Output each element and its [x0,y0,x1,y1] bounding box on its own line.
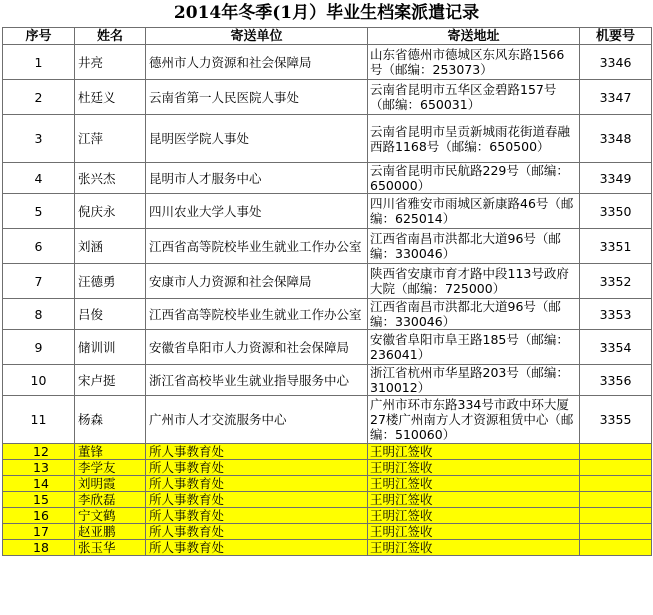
cell-address: 广州市环市东路334号市政中环大厦27楼广州南方人才资源租赁中心（邮编：510060） [368,396,580,444]
cell-unit: 所人事教育处 [146,460,368,476]
cell-no: 5 [3,194,75,229]
cell-address: 四川省雅安市雨城区新康路46号（邮编：625014） [368,194,580,229]
cell-address: 王明江签收 [368,460,580,476]
cell-address: 云南省昆明市呈贡新城雨花街道春融西路1168号（邮编：650500） [368,115,580,163]
cell-no: 17 [3,524,75,540]
cell-unit: 四川农业大学人事处 [146,194,368,229]
cell-name: 倪庆永 [75,194,146,229]
cell-unit: 昆明市人才服务中心 [146,163,368,194]
cell-unit: 安康市人力资源和社会保障局 [146,264,368,299]
sheet-title: 2014年冬季(1月）毕业生档案派遣记录 [173,3,480,23]
cell-no: 12 [3,444,75,460]
cell-no: 16 [3,508,75,524]
cell-name: 江萍 [75,115,146,163]
cell-no: 4 [3,163,75,194]
cell-no: 1 [3,45,75,80]
cell-code: 3348 [580,115,652,163]
cell-address: 王明江签收 [368,444,580,460]
cell-unit: 所人事教育处 [146,444,368,460]
cell-code: 3352 [580,264,652,299]
cell-no: 10 [3,365,75,396]
cell-no: 9 [3,330,75,365]
col-header-address: 寄送地址 [368,28,580,45]
cell-unit: 所人事教育处 [146,476,368,492]
cell-code [580,540,652,556]
cell-code: 3346 [580,45,652,80]
cell-address: 王明江签收 [368,540,580,556]
table-row [3,115,652,163]
cell-unit: 广州市人才交流服务中心 [146,396,368,444]
cell-code [580,524,652,540]
table-row [3,194,652,229]
cell-unit: 德州市人力资源和社会保障局 [146,45,368,80]
cell-code: 3354 [580,330,652,365]
col-header-name: 姓名 [75,28,146,45]
cell-code: 3353 [580,299,652,330]
cell-name: 李欣磊 [75,492,146,508]
cell-no: 14 [3,476,75,492]
cell-unit: 浙江省高校毕业生就业指导服务中心 [146,365,368,396]
table-row [3,80,652,115]
cell-name: 杜廷义 [75,80,146,115]
table-row [3,163,652,194]
cell-code [580,476,652,492]
cell-code [580,460,652,476]
table-row [3,444,652,460]
table-row [3,524,652,540]
cell-code: 3350 [580,194,652,229]
cell-unit: 所人事教育处 [146,524,368,540]
cell-address: 江西省南昌市洪都北大道96号（邮编：330046） [368,229,580,264]
cell-no: 3 [3,115,75,163]
cell-code: 3355 [580,396,652,444]
table-row [3,540,652,556]
cell-name: 张玉华 [75,540,146,556]
table-row [3,396,652,444]
table-row [3,264,652,299]
cell-code: 3349 [580,163,652,194]
cell-name: 李学友 [75,460,146,476]
cell-no: 6 [3,229,75,264]
cell-unit: 昆明医学院人事处 [146,115,368,163]
table-row [3,492,652,508]
cell-name: 吕俊 [75,299,146,330]
col-header-no: 序号 [3,28,75,45]
cell-address: 王明江签收 [368,476,580,492]
cell-unit: 云南省第一人民医院人事处 [146,80,368,115]
table-row [3,229,652,264]
col-header-code: 机要号 [580,28,652,45]
cell-code [580,492,652,508]
cell-no: 13 [3,460,75,476]
cell-address: 陕西省安康市育才路中段113号政府大院（邮编：725000） [368,264,580,299]
cell-name: 董锋 [75,444,146,460]
cell-name: 杨森 [75,396,146,444]
cell-unit: 所人事教育处 [146,540,368,556]
header-row [3,28,652,45]
cell-address: 王明江签收 [368,508,580,524]
cell-no: 11 [3,396,75,444]
cell-code: 3356 [580,365,652,396]
cell-unit: 安徽省阜阳市人力资源和社会保障局 [146,330,368,365]
cell-unit: 所人事教育处 [146,508,368,524]
cell-no: 2 [3,80,75,115]
cell-address: 浙江省杭州市华星路203号（邮编：310012） [368,365,580,396]
table-row [3,45,652,80]
cell-name: 刘涵 [75,229,146,264]
dispatch-table [2,27,652,556]
cell-code [580,508,652,524]
cell-address: 王明江签收 [368,492,580,508]
cell-name: 汪德勇 [75,264,146,299]
cell-address: 江西省南昌市洪都北大道96号（邮编：330046） [368,299,580,330]
cell-unit: 所人事教育处 [146,492,368,508]
cell-no: 18 [3,540,75,556]
cell-name: 储训训 [75,330,146,365]
cell-no: 8 [3,299,75,330]
table-row [3,330,652,365]
cell-name: 赵亚鹏 [75,524,146,540]
cell-code [580,444,652,460]
cell-address: 云南省昆明市民航路229号（邮编：650000） [368,163,580,194]
cell-address: 云南省昆明市五华区金碧路157号（邮编：650031） [368,80,580,115]
cell-unit: 江西省高等院校毕业生就业工作办公室 [146,229,368,264]
cell-no: 15 [3,492,75,508]
cell-name: 宁文鹤 [75,508,146,524]
cell-address: 安徽省阜阳市阜王路185号（邮编：236041） [368,330,580,365]
table-row [3,365,652,396]
cell-name: 宋卢挺 [75,365,146,396]
table-row [3,460,652,476]
table-row [3,299,652,330]
cell-code: 3347 [580,80,652,115]
table-row [3,508,652,524]
cell-address: 山东省德州市德城区东风东路1566号（邮编：253073） [368,45,580,80]
col-header-unit: 寄送单位 [146,28,368,45]
cell-name: 张兴杰 [75,163,146,194]
cell-no: 7 [3,264,75,299]
cell-name: 刘明霞 [75,476,146,492]
table-row [3,476,652,492]
cell-code: 3351 [580,229,652,264]
cell-unit: 江西省高等院校毕业生就业工作办公室 [146,299,368,330]
cell-address: 王明江签收 [368,524,580,540]
cell-name: 井亮 [75,45,146,80]
